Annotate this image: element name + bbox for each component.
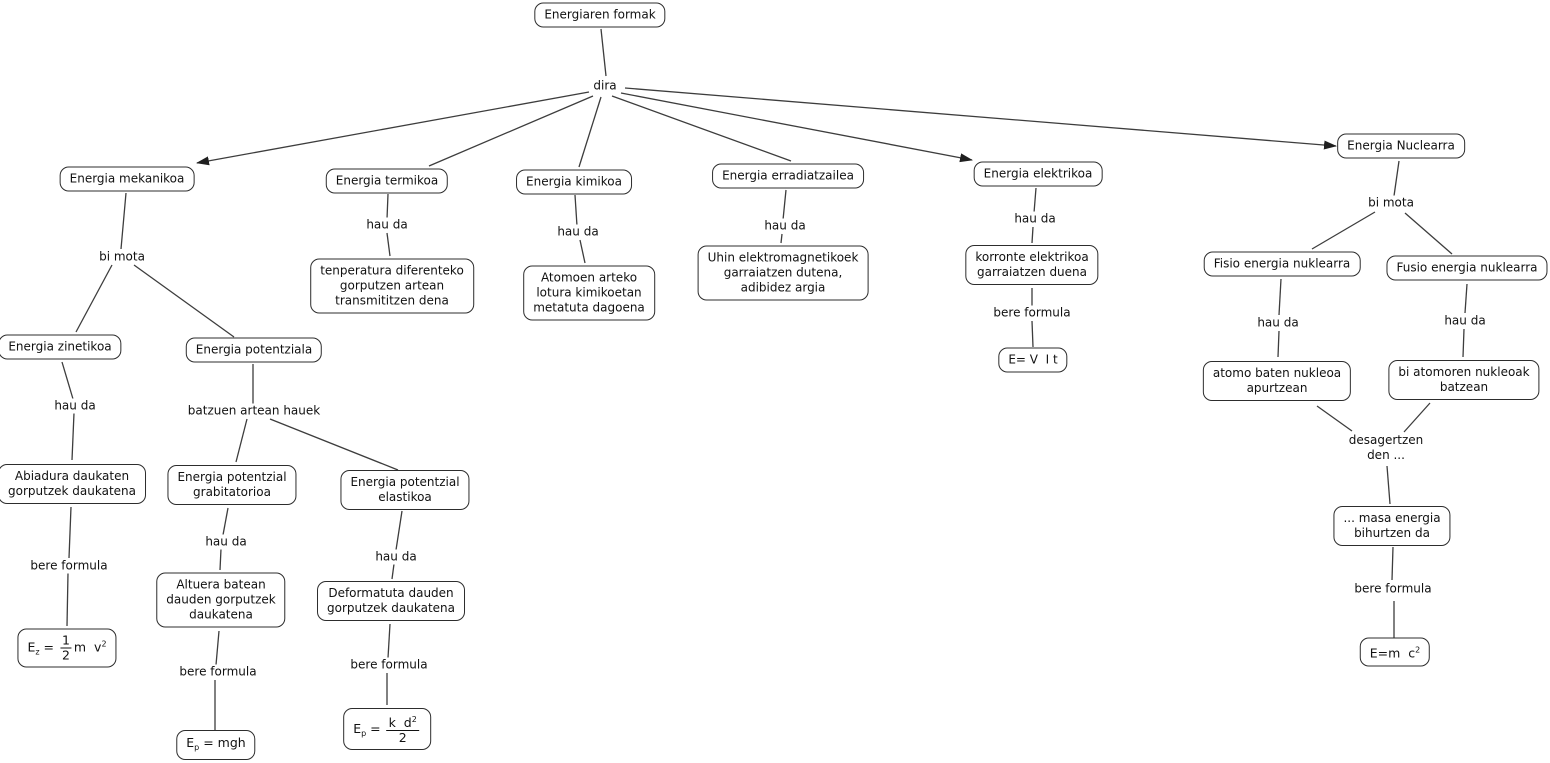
node-text-line: bere formula — [30, 558, 108, 573]
concept-node-energia-elektrikoa[interactable] — [974, 162, 1103, 187]
link-label-bere-formula-nuklearra[interactable] — [1352, 582, 1433, 597]
node-text-line: hau da — [1257, 315, 1299, 330]
formula-fraction — [387, 713, 419, 745]
link-label-bere-formula-grabitatorioa[interactable] — [177, 665, 258, 680]
edge-elektrikoa--hau-da — [1034, 188, 1036, 213]
concept-node-energia-potentzial-elastikoa[interactable] — [340, 470, 469, 510]
edge-energia-termikoa--hau-da — [387, 194, 388, 219]
link-label-hau-da-grabitatorioa[interactable] — [203, 535, 248, 550]
node-text-line: tenperatura diferenteko — [320, 263, 464, 278]
fraction-denominator — [60, 649, 72, 663]
node-text-line: bi atomoren nukleoak — [1398, 365, 1530, 379]
link-label-hau-da-zinetikoa[interactable] — [52, 399, 97, 414]
node-text-line: adibidez argia — [740, 280, 826, 295]
node-text-line: Energia kimikoa — [526, 174, 622, 189]
concept-node-formula-ep-kd2[interactable] — [343, 708, 431, 750]
node-text-line: gorputzek daukatena — [8, 484, 136, 498]
formula-text: E — [27, 639, 36, 655]
concept-node-energiaren-formak[interactable] — [534, 3, 665, 28]
concept-node-atomoen-arteko[interactable] — [523, 266, 655, 321]
edge-bi-atomoren--desagertzen — [1404, 403, 1430, 432]
link-label-batzuen-artean-hauek[interactable] — [186, 404, 322, 419]
concept-node-masa-energia-bihurtzen[interactable] — [1333, 506, 1450, 546]
edge-dira--energia-erradiatzailea — [612, 96, 791, 161]
edge-hau-da--korronte — [1032, 227, 1033, 243]
link-label-hau-da-kimikoa[interactable] — [555, 225, 600, 240]
concept-node-bi-atomoren-nukleoak[interactable] — [1388, 360, 1539, 400]
edge-hau-da--uhin — [781, 234, 782, 243]
edge-fusio--hau-da — [1465, 284, 1467, 313]
node-text-line: hau da — [205, 534, 247, 549]
node-text-line: bihurtzen da — [1354, 526, 1430, 540]
edge-bi-mota--energia-potentziala — [134, 265, 234, 337]
edge-batzuen--grabitatorioa — [236, 419, 247, 462]
node-text-line: atomo baten nukleoa — [1212, 366, 1342, 380]
formula-text: = mgh — [199, 735, 246, 750]
formula-text: E — [353, 720, 362, 736]
edge-hau-da--altuera-batean — [220, 549, 221, 570]
fraction-numerator — [387, 713, 419, 731]
node-text-line: Deformatuta dauden — [328, 586, 454, 600]
edge-bi-mota--energia-zinetikoa — [76, 265, 112, 332]
node-text-line: Energia potentzial — [350, 475, 460, 489]
node-text-line: Fusio energia nuklearra — [1396, 260, 1538, 275]
edge-altuera--bere-formula — [216, 631, 219, 665]
link-label-hau-da-termikoa[interactable] — [364, 218, 409, 233]
link-label-bere-formula-elektrikoa[interactable] — [991, 306, 1072, 321]
edge-elastikoa--hau-da — [396, 511, 402, 550]
node-text-line: batzuen artean hauek — [187, 403, 321, 418]
node-text-line: Energia elektrikoa — [983, 166, 1093, 181]
link-label-hau-da-erradiatzailea[interactable] — [762, 219, 807, 234]
node-text-line: dira — [593, 78, 617, 93]
link-label-bere-formula-zinetikoa[interactable] — [28, 559, 109, 574]
formula-text: k d — [388, 715, 412, 730]
edge-fisio--hau-da — [1279, 279, 1281, 315]
fraction-denominator — [387, 731, 419, 745]
concept-node-energia-nuclearra[interactable] — [1337, 134, 1465, 159]
node-text-line: desagertzen — [1348, 433, 1424, 447]
edge-dira--energia-kimikoa — [579, 97, 601, 167]
node-text-line: Atomoen arteko — [540, 270, 638, 285]
node-text-line: garraiatzen duena — [976, 265, 1088, 279]
formula-text: = — [366, 720, 385, 736]
node-text-line: transmititzen dena — [335, 293, 449, 308]
node-text-line: Abiadura daukaten — [14, 469, 130, 483]
edge-abiadura--bere-formula — [69, 507, 71, 558]
concept-node-energia-kimikoa[interactable] — [516, 170, 632, 195]
concept-node-energia-zinetikoa[interactable] — [0, 335, 122, 360]
concept-node-abiadura-daukaten[interactable] — [0, 464, 146, 504]
node-text-line: Energia potentziala — [195, 342, 313, 357]
edge-energiaren-formak--dira — [601, 29, 606, 76]
edge-bi-mota--fusio — [1405, 213, 1452, 254]
node-text-line: elastikoa — [378, 490, 432, 504]
formula — [186, 735, 245, 750]
formula-text: 2 — [398, 730, 407, 745]
edge-hau-da--tenperatura — [387, 233, 390, 256]
fraction-numerator — [60, 634, 72, 649]
node-text-line: hau da — [54, 398, 96, 413]
edge-bere-formula--formula-evit — [1032, 321, 1033, 347]
node-text-line: bere formula — [350, 657, 428, 672]
concept-node-energia-potentziala[interactable] — [186, 338, 322, 363]
node-text-line: Energia zinetikoa — [8, 339, 112, 354]
node-text-line: Energia potentzial — [177, 470, 287, 484]
edge-erradiatzailea--hau-da — [783, 190, 786, 220]
node-text-line: garraiatzen dutena, — [723, 265, 843, 280]
concept-node-formula-emc2[interactable] — [1360, 638, 1430, 667]
formula-subscript: z — [35, 647, 40, 657]
link-label-hau-da-fusio[interactable] — [1442, 314, 1487, 329]
formula — [353, 715, 421, 745]
link-label-hau-da-fisio[interactable] — [1255, 316, 1300, 331]
concept-node-energia-termikoa[interactable] — [326, 169, 448, 194]
concept-node-altuera-batean[interactable] — [156, 573, 285, 628]
link-label-hau-da-elektrikoa[interactable] — [1012, 212, 1057, 227]
node-text-line: korronte elektrikoa — [975, 250, 1089, 264]
formula-subscript: p — [194, 743, 200, 752]
concept-node-fisio-energia-nuklearra[interactable] — [1204, 252, 1361, 277]
formula — [1370, 646, 1420, 661]
edge-dira--energia-elektrikoa — [621, 93, 972, 160]
node-text-line: apurtzean — [1246, 381, 1308, 395]
node-text-line: gorputzek daukatena — [327, 601, 455, 615]
node-text-line: Energia mekanikoa — [69, 171, 185, 186]
concept-node-energia-erradiatzailea[interactable] — [712, 164, 864, 189]
formula-text: 2 — [61, 647, 70, 663]
node-text-line: bere formula — [1354, 581, 1432, 596]
formula-text: E=m c — [1369, 645, 1416, 661]
formula-text: E — [186, 735, 195, 750]
node-text-line: E= V I t — [1008, 352, 1058, 367]
node-text-line: bere formula — [179, 664, 257, 679]
node-text-line: Energia termikoa — [335, 173, 439, 188]
edge-atomo-baten--desagertzen — [1317, 406, 1352, 431]
concept-node-korronte-elektrikoa[interactable] — [965, 245, 1098, 285]
formula-superscript: 2 — [101, 639, 107, 649]
concept-node-deformatuta-dauden[interactable] — [317, 581, 465, 621]
edge-hau-da--bi-atomoren — [1463, 329, 1464, 357]
edge-deformatuta--bere-formula — [388, 624, 390, 658]
node-text-line: Energia erradiatzailea — [722, 168, 854, 183]
node-text-line: Energiaren formak — [544, 7, 656, 22]
node-text-line: grabitatorioa — [193, 485, 271, 499]
node-text-line: Altuera batean — [176, 577, 266, 592]
node-text-line: bere formula — [993, 305, 1071, 320]
concept-node-uhin-elektromagnetikoek[interactable] — [698, 246, 869, 301]
node-text-line: daukatena — [189, 607, 253, 622]
concept-node-atomo-baten-nukleoa[interactable] — [1203, 361, 1351, 401]
link-label-bere-formula-elastikoa[interactable] — [348, 658, 429, 673]
node-text-line: hau da — [1014, 211, 1056, 226]
concept-node-tenperatura-diferenteko[interactable] — [310, 259, 474, 314]
edge-energia-mekanikoa--bi-mota — [121, 193, 126, 249]
formula — [27, 632, 107, 663]
concept-node-formula-ep-mgh[interactable] — [176, 730, 255, 760]
link-label-bi-mota-mekanikoa[interactable] — [97, 250, 147, 265]
node-text-line: hau da — [375, 549, 417, 564]
node-text-line: dauden gorputzek — [166, 592, 276, 607]
concept-node-energia-mekanikoa[interactable] — [60, 167, 195, 192]
edge-hau-da--abiadura-daukaten — [72, 413, 74, 460]
edge-bi-mota--fisio — [1312, 212, 1375, 249]
link-label-bi-mota-nuclearra[interactable] — [1366, 196, 1416, 211]
edge-bere-formula--formula-ez — [67, 573, 68, 626]
node-text-line: Fisio energia nuklearra — [1213, 256, 1351, 271]
concept-node-energia-potentzial-grabitatorioa[interactable] — [167, 465, 296, 505]
node-text-line: hau da — [557, 224, 599, 239]
formula-subscript: p — [361, 728, 367, 738]
edge-hau-da--atomo-baten — [1278, 331, 1279, 357]
link-label-desagertzen-den[interactable] — [1347, 433, 1426, 463]
node-text-line: bi mota — [1368, 195, 1414, 210]
formula-superscript: 2 — [1415, 645, 1421, 655]
concept-node-formula-ez[interactable] — [17, 629, 116, 668]
node-text-line: bi mota — [99, 249, 145, 264]
formula-text: = — [39, 639, 58, 655]
link-label-dira[interactable] — [591, 79, 618, 94]
edge-energia-zinetikoa--hau-da — [62, 362, 73, 399]
formula-fraction — [60, 634, 72, 663]
edge-hau-da--deformatuta — [392, 564, 394, 579]
formula-text: m v — [73, 639, 102, 655]
node-text-line: gorputzen artean — [339, 278, 445, 293]
formula-superscript: 2 — [411, 715, 417, 724]
node-text-line: hau da — [1444, 313, 1486, 328]
node-text-line: Uhin elektromagnetikoek — [707, 250, 859, 265]
edge-energia-nuclearra--bi-mota — [1394, 161, 1399, 196]
node-text-line: metatuta dagoena — [533, 300, 645, 315]
edge-hau-da--atomoen-arteko — [580, 240, 585, 263]
node-text-line: batzean — [1439, 380, 1489, 394]
edge-grabitatorioa--hau-da — [223, 508, 228, 535]
edge-batzuen--elastikoa — [270, 419, 398, 470]
node-text-line: ... masa energia — [1343, 511, 1441, 525]
node-text-line: lotura kimikoetan — [536, 285, 642, 300]
node-text-line: hau da — [366, 217, 408, 232]
edge-desagertzen--masa-energia — [1387, 466, 1390, 504]
node-text-line: Energia Nuclearra — [1347, 138, 1455, 153]
concept-node-fusio-energia-nuklearra[interactable] — [1386, 256, 1547, 281]
edge-energia-kimikoa--hau-da — [575, 195, 577, 226]
edge-masa-energia--bere-formula — [1392, 547, 1393, 580]
node-text-line: hau da — [764, 218, 806, 233]
node-text-line: den ... — [1367, 448, 1405, 462]
edge-dira--energia-nuclearra — [625, 88, 1336, 146]
formula-text: 1 — [61, 632, 70, 648]
concept-node-formula-evit[interactable] — [998, 348, 1067, 373]
edge-dira--energia-mekanikoa — [197, 92, 589, 163]
link-label-hau-da-elastikoa[interactable] — [373, 550, 418, 565]
